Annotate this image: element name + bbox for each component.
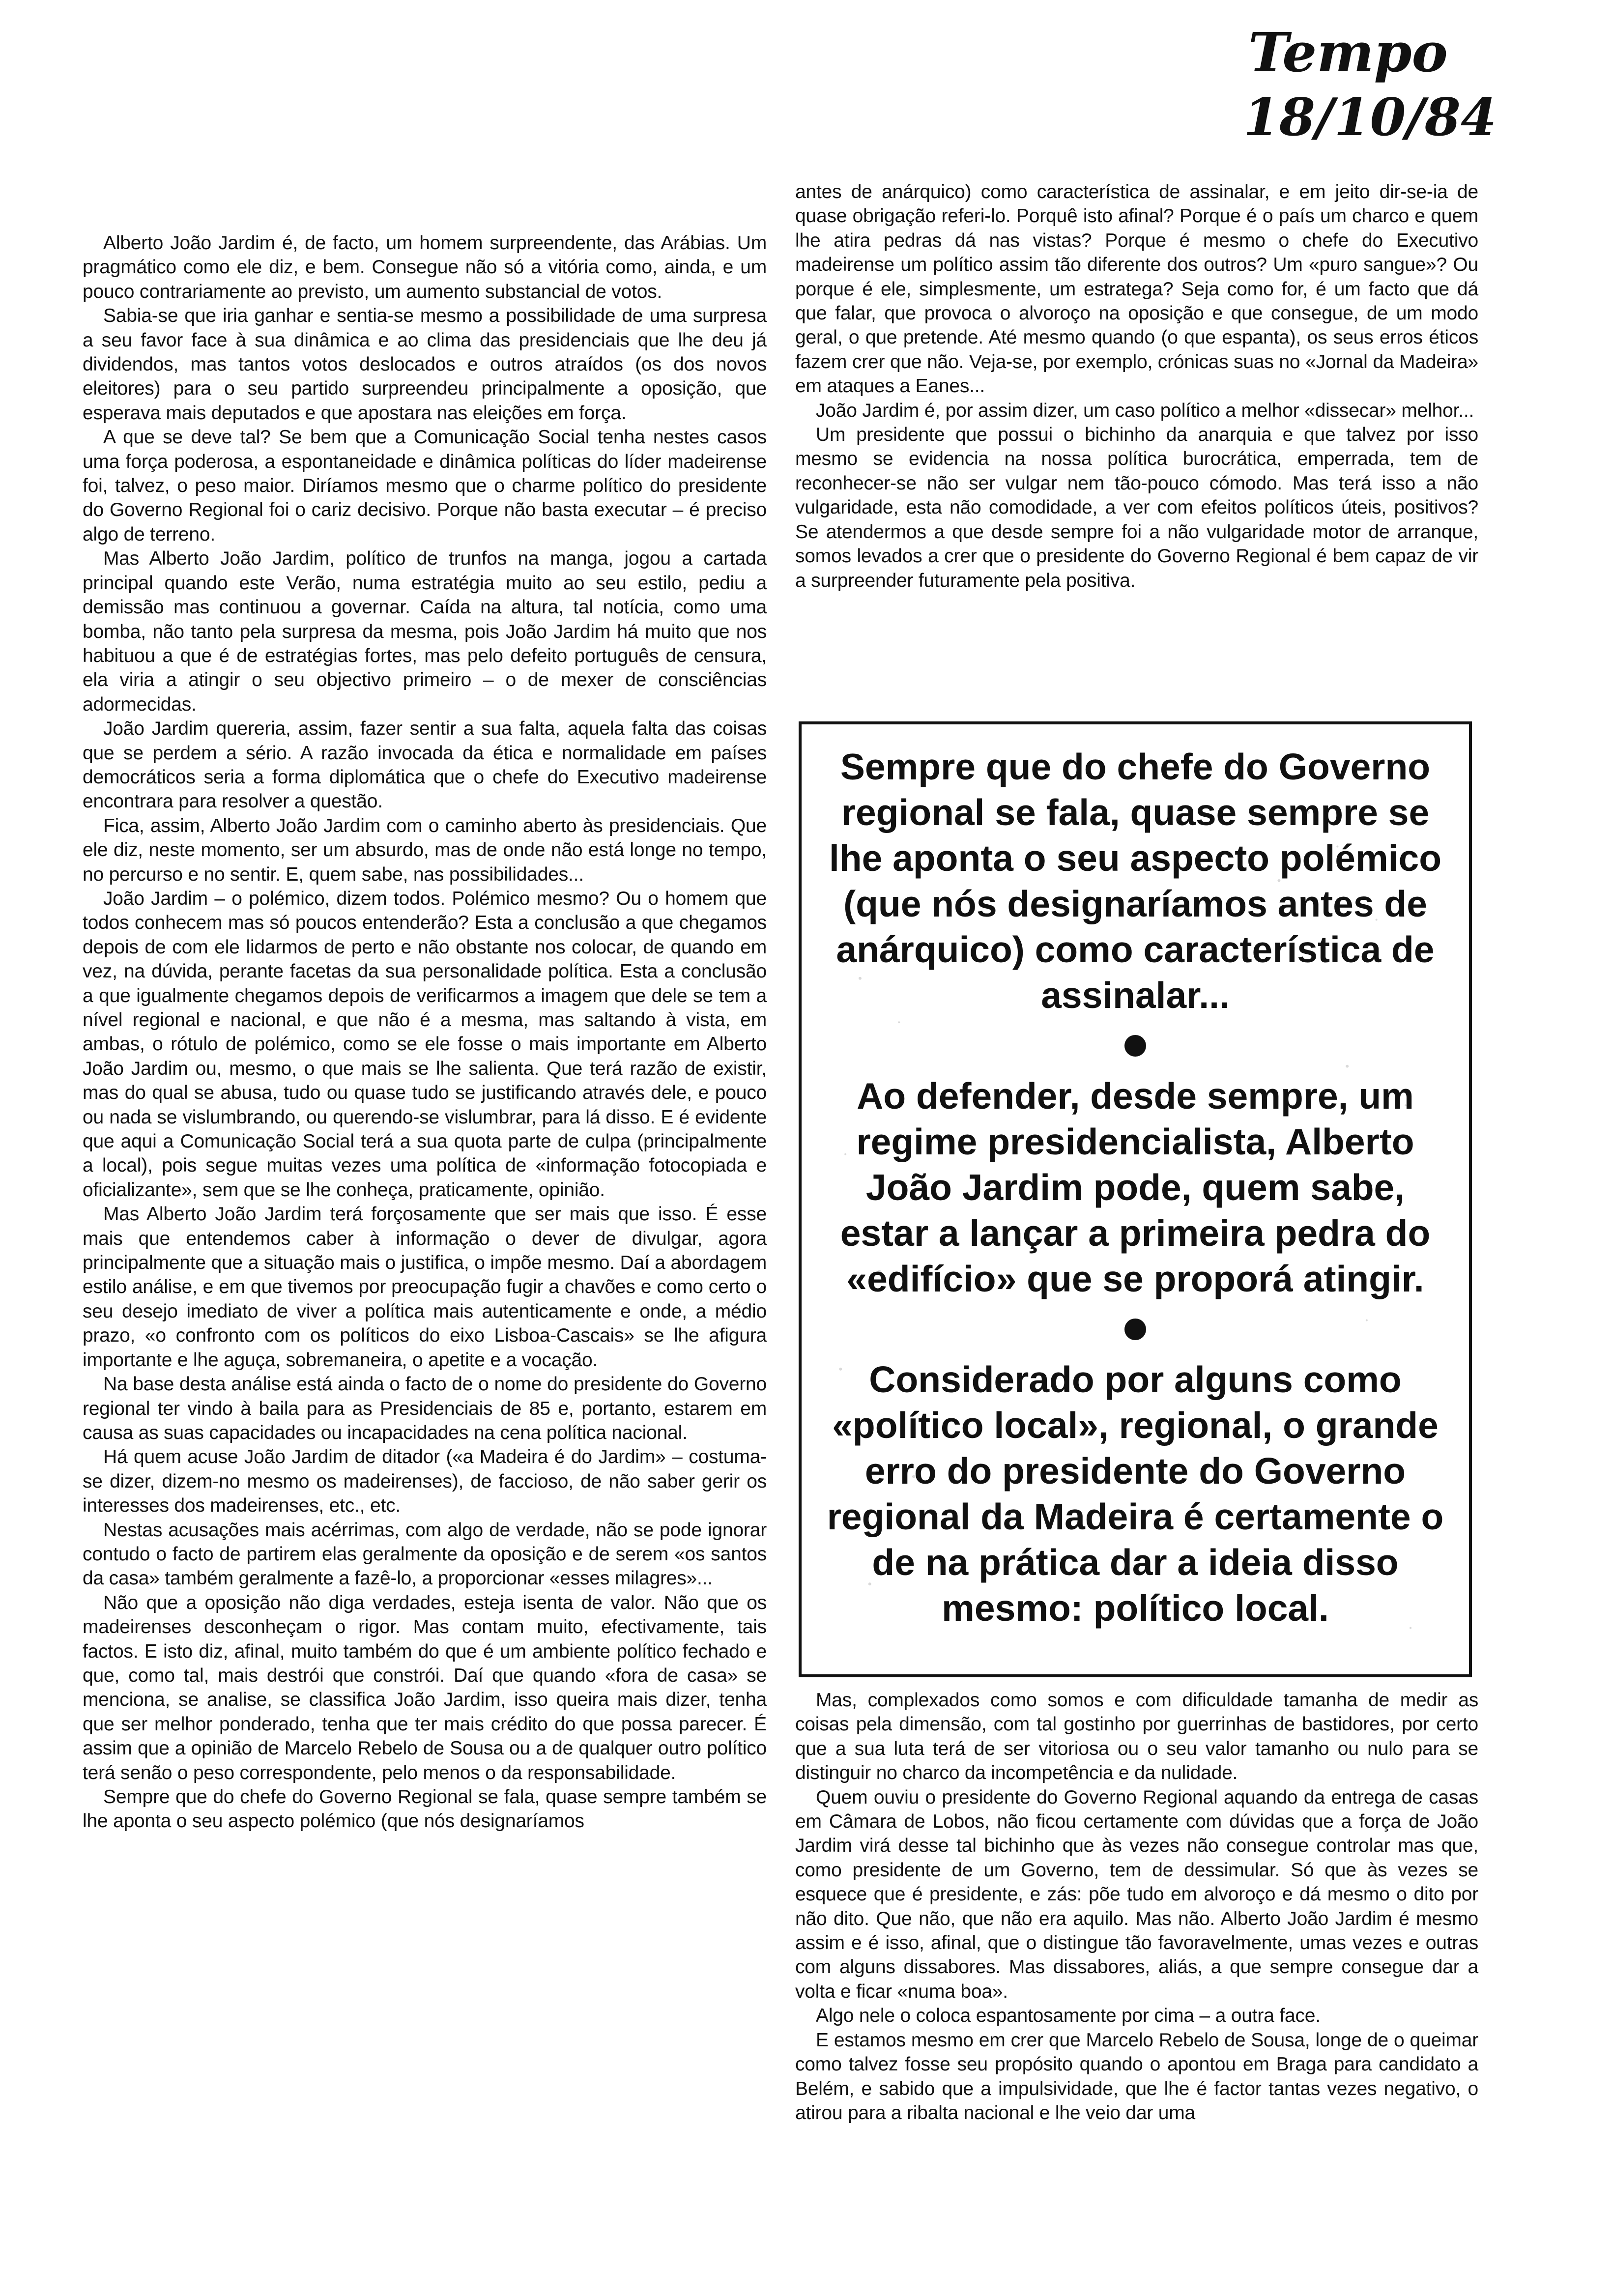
paragraph: João Jardim – o polémico, dizem todos. Polémico mesmo? Ou o homem que todos conhecem mas só poucos entenderão? Esta a conclusão a que chegamos depois de com ele lidarmos de perto e não obstante nos colocar, de quando em vez, na dúvida, perante facetas da sua personalidade política. Esta a conclusão a que igualmente chegamos depois de verificarmos a imagem que dele se tem a nível regional e nacional, e que não é a mesma, mas saltando à vista, em ambas, o rótulo de polémico, como se ele fosse o mais importante em Alberto João Jardim ou, mesmo, o que mais se lhe salienta. Que terá razão de existir, mas do qual se abusa, tudo ou quase tudo se justificando através dele, e pouco ou nada se vislumbrando, ou querendo-se vislumbrar, para lá disso. E é evidente que aqui a Comunicação Social terá a sua quota parte de culpa (principalmente a local), pois segue muitas vezes uma política de «informação fotocopiada e oficializante», sem que se lhe conheça, praticamente, opinião.: [83, 888, 767, 1201]
article-right-column-top: [795, 180, 1478, 593]
bullet-separator: [1124, 1319, 1146, 1340]
paragraph: Mas Alberto João Jardim terá forçosamente que ser mais que isso. É esse mais que entendemos caber à informação o dever de divulgar, agora principalmente que a situação mais o justifica, o impõe mesmo. Daí a abordagem estilo análise, e em que tivemos por preocupação fugir a chavões e como certo o seu desejo imediato de viver a política mais autenticamente e onde, a médio prazo, «o confronto com os políticos do eixo Lisboa-Cascais» se lhe afigura importante e lhe aguça, sobremaneira, o apetite e a vocação.: [83, 1204, 767, 1371]
paragraph: Um presidente que possui o bichinho da anarquia e que talvez por isso mesmo se evidencia na nossa política burocrática, emperrada, tem de reconhecer-se não ser vulgar nem tão-pouco cómodo. Mas terá isso a não vulgaridade, esta não comodidade, a ver com efeitos políticos úteis, positivos? Se atendermos a que desde sempre foi a não vulgaridade motor de arranque, somos levados a crer que o presidente do Governo Regional é bem capaz de vir a surpreender futuramente pela positiva.: [795, 424, 1478, 591]
paragraph: Há quem acuse João Jardim de ditador («a Madeira é do Jardim» – costuma-se dizer, dizem-no mesmo os madeirenses), de faccioso, de não saber gerir os interesses dos madeirenses, etc., etc.: [83, 1446, 767, 1517]
paragraph: Fica, assim, Alberto João Jardim com o caminho aberto às presidenciais. Que ele diz, neste momento, ser um absurdo, mas de onde não está longe no tempo, no percurso e no sentir. E, quem sabe, nas possibilidades...: [83, 815, 767, 885]
paragraph: Sempre que do chefe do Governo Regional se fala, quase sempre também se lhe aponta o seu aspecto polémico (que nós designaríamos: [83, 1786, 767, 1832]
handwritten-annotation: [1229, 20, 1573, 152]
pull-quote-text: Sempre que do chefe do Governo regional se fala, quase sempre se lhe aponta o seu aspecto polémico (que nós designaríamos antes de anárquico) como característica de assinalar...: [829, 746, 1442, 1016]
paragraph: Sabia-se que iria ganhar e sentia-se mesmo a possibilidade de uma surpresa a seu favor face à sua dinâmica e ao clima das presidenciais que lhe deu já dividendos, mas tantos votos deslocados e outros atraídos (os dos novos eleitores) para o seu partido surpreendeu principalmente a oposição, que esperava mais deputados e que apostara nas eleições em força.: [83, 305, 767, 424]
pull-quote-box: [799, 721, 1472, 1677]
pull-quote-text: Ao defender, desde sempre, um regime presidencialista, Alberto João Jardim pode, quem sabe, estar a lançar a primeira pedra do «edifício» que se proporá atingir.: [840, 1075, 1431, 1299]
paragraph: A que se deve tal? Se bem que a Comunicação Social tenha nestes casos uma força poderosa, a espontaneidade e dinâmica políticas do líder madeirense foi, talvez, o peso maior. Diríamos mesmo que o charme político do presidente do Governo Regional foi o cariz decisivo. Porque não basta executar – é preciso algo de terreno.: [83, 427, 767, 545]
paragraph: antes de anárquico) como característica de assinalar, e em jeito dir-se-ia de quase obrigação referi-lo. Porquê isto afinal? Porque é o país um charco e quem lhe atira pedras dá nas vistas? Porque é mesmo o chefe do Executivo madeirense um político assim tão diferente dos outros? Um «puro sangue»? Ou porque é ele, simplesmente, um estratega? Seja como for, é um facto que dá que falar, que provoca o alvoroço na oposição e que consegue, de um modo geral, o que pretende. Até mesmo quando (o que espanta), os seus erros éticos fazem crer que não. Veja-se, por exemplo, crónicas suas no «Jornal da Madeira» em ataques a Eanes...: [795, 181, 1478, 397]
paragraph: Nestas acusações mais acérrimas, com algo de verdade, não se pode ignorar contudo o facto de partirem elas geralmente da oposição e de serem «os santos da casa» também geralmente a fazê-lo, a proporcionar «esses milagres»...: [83, 1519, 767, 1589]
paragraph: João Jardim quereria, assim, fazer sentir a sua falta, aquela falta das coisas que se perdem a sério. A razão invocada da ética e normalidade em países democráticos seria a forma diplomática que o chefe do Executivo madeirense encontrara para resolver a questão.: [83, 718, 767, 812]
handwritten-date: 18/10/84: [1243, 86, 1497, 147]
handwritten-publication-name: Tempo: [1248, 21, 1448, 84]
paragraph: Alberto João Jardim é, de facto, um homem surpreendente, das Arábias. Um pragmático como ele diz, e bem. Consegue não só a vitória como, ainda, e um pouco contrariamente ao previsto, um aumento substancial de votos.: [83, 232, 767, 302]
pull-quote-text: Considerado por alguns como «político local», regional, o grande erro do presidente do Governo regional da Madeira é certamente o de na prática dar a ideia disso mesmo: político local.: [827, 1359, 1444, 1629]
paragraph: João Jardim é, por assim dizer, um caso político a melhor «dissecar» melhor...: [816, 400, 1474, 421]
paragraph: Na base desta análise está ainda o facto de o nome do presidente do Governo regional ter vindo à baila para as Presidenciais de 85 e, portanto, estarem em causa as suas capacidades ou incapacidades na cena política nacional.: [83, 1374, 767, 1443]
paragraph: Mas Alberto João Jardim, político de trunfos na manga, jogou a cartada principal quando este Verão, numa estratégia muito ao seu estilo, pediu a demissão mas continuou a governar. Caída na altura, tal notícia, como uma bomba, não tanto pela surpresa da mesma, pois João Jardim há muito que nos habituou a que é de estratégias fortes, mas pelo defeito português de censura, ela viria a atingir o seu objectivo primeiro – o de mexer de consciências adormecidas.: [83, 548, 767, 715]
article-left-column: [83, 231, 767, 1834]
paragraph: Mas, complexados como somos e com dificuldade tamanha de medir as coisas pela dimensão, com tal gostinho por guerrinhas de bastidores, por certo que a sua luta terá de ser vitoriosa ou o seu valor tamanho ou nulo para se distinguir no charco da incompetência e da nulidade.: [795, 1690, 1478, 1784]
paragraph: Não que a oposição não diga verdades, esteja isenta de valor. Não que os madeirenses desconheçam o rigor. Mas contam muito, efectivamente, tais factos. E isto diz, afinal, muito também do que é um ambiente político fechado e que, como tal, mais destrói que constrói. Daí que quando «fora de casa» se menciona, se analise, se classifica João Jardim, isso queira mais dizer, tenha que ser melhor ponderado, tenha que ter mais crédito do que possa parecer. É assim que a opinião de Marcelo Rebelo de Sousa ou a de qualquer outro político terá senão o peso correspondente, pelo menos o da responsabilidade.: [83, 1592, 767, 1783]
bullet-separator: [1124, 1035, 1146, 1057]
paragraph: Algo nele o coloca espantosamente por cima – a outra face.: [816, 2005, 1321, 2027]
paragraph: E estamos mesmo em crer que Marcelo Rebelo de Sousa, longe de o queimar como talvez fosse seu propósito quando o apontou em Braga para candidato a Belém, e sabido que a impulsividade, que lhe é factor tantas vezes negativo, o atirou para a ribalta nacional e lhe veio dar uma: [795, 2029, 1478, 2124]
paragraph: Quem ouviu o presidente do Governo Regional aquando da entrega de casas em Câmara de Lobos, não ficou certamente com dúvidas que a força de João Jardim virá desse tal bichinho que às vezes não consegue controlar mas que, como presidente de um Governo, tem de dessimular. Só que às vezes se esquece que é presidente, e zás: põe tudo em alvoroço e dá mesmo o dito por não dito. Que não, que não era aquilo. Mas não. Alberto João Jardim é mesmo assim e é isso, afinal, que o distingue tão favoravelmente, umas vezes e outras com alguns dissabores. Mas dissabores, aliás, a que sempre consegue dar a volta e ficar «numa boa».: [795, 1786, 1478, 2002]
article-right-column-bottom: [795, 1688, 1478, 2125]
